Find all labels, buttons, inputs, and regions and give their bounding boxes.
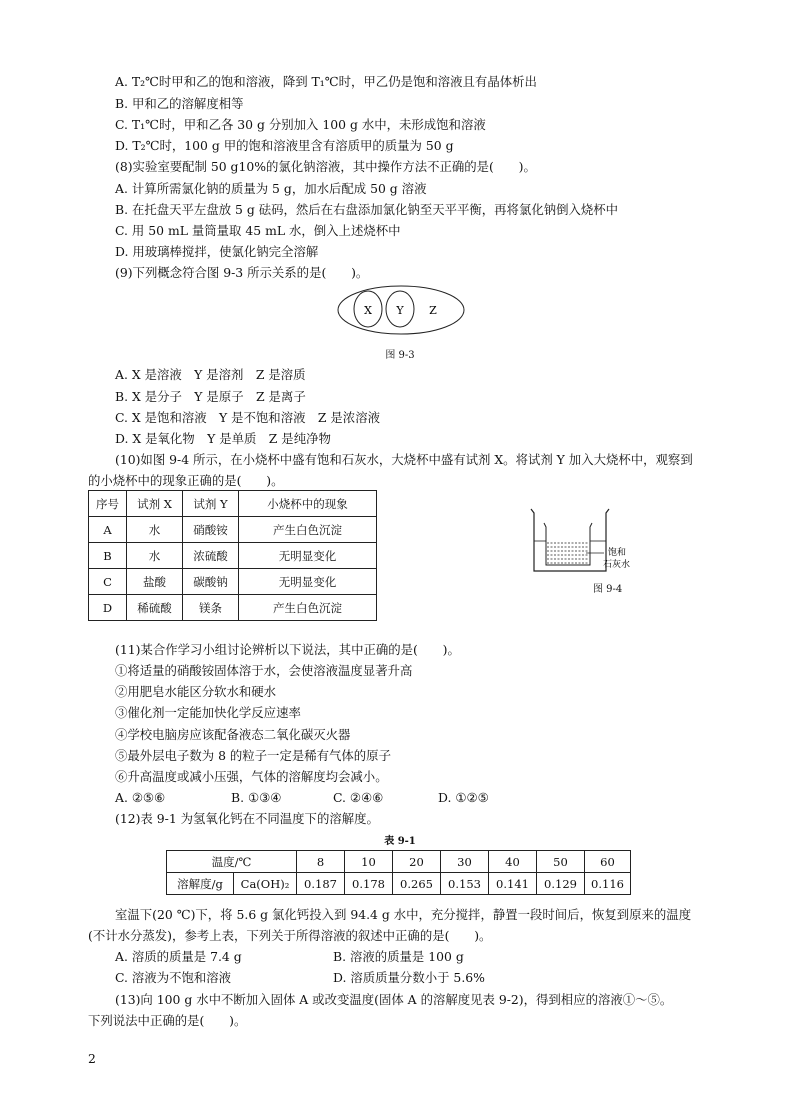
table-cell: 产生白色沉淀 bbox=[239, 517, 377, 543]
venn-label-y: Y bbox=[396, 304, 404, 317]
q7-option-b: B. 甲和乙的溶解度相等 bbox=[115, 96, 244, 111]
q11-statement-1: ①将适量的硝酸铵固体溶于水，会使溶液温度显著升高 bbox=[115, 663, 413, 678]
venn-label-x: X bbox=[364, 304, 372, 317]
solubility-value: 0.178 bbox=[345, 873, 393, 895]
q10-stem-line2: 的小烧杯中的现象正确的是( )。 bbox=[88, 473, 284, 488]
q7-option-a: A. T₂℃时甲和乙的饱和溶液，降到 T₁℃时，甲乙仍是饱和溶液且有晶体析出 bbox=[115, 74, 537, 89]
table-row bbox=[89, 569, 377, 595]
q9-option-b: B. X 是分子 Y 是原子 Z 是离子 bbox=[115, 389, 306, 404]
q13-stem-line2: 下列说法中正确的是( )。 bbox=[88, 1013, 247, 1028]
table-row bbox=[89, 543, 377, 569]
solubility-value: 0.141 bbox=[489, 873, 537, 895]
solubility-value: 0.116 bbox=[585, 873, 631, 895]
q11-option-c: C. ②④⑥ bbox=[333, 790, 384, 805]
table-cell: 稀硫酸 bbox=[127, 595, 183, 621]
solubility-label: 溶解度/g bbox=[167, 873, 234, 895]
q8-option-c: C. 用 50 mL 量筒量取 45 mL 水，倒入上述烧杯中 bbox=[115, 223, 401, 238]
q10-table bbox=[88, 490, 377, 621]
temp-cell: 30 bbox=[441, 851, 489, 873]
q11-option-b: B. ①③④ bbox=[231, 790, 282, 805]
table-cell: 无明显变化 bbox=[239, 543, 377, 569]
q11-option-d: D. ①②⑤ bbox=[438, 790, 489, 805]
q9-stem: (9)下列概念符合图 9-3 所示关系的是( )。 bbox=[115, 265, 369, 280]
q12-paragraph-line1: 室温下(20 ℃)下，将 5.6 g 氯化钙投入到 94.4 g 水中，充分搅拌，静置一段时间后，恢复到原来的温度 bbox=[115, 907, 692, 922]
solubility-value: 0.129 bbox=[537, 873, 585, 895]
q11-statement-6: ⑥升高温度或减小压强，气体的溶解度均会减小。 bbox=[115, 769, 388, 784]
q10-stem-line1: (10)如图 9-4 所示，在小烧杯中盛有饱和石灰水，大烧杯中盛有试剂 X。将试剂 Y 加入大烧杯中，观察到 bbox=[115, 452, 693, 467]
table-header-cell: 试剂 Y bbox=[183, 491, 239, 517]
q12-stem: (12)表 9-1 为氢氧化钙在不同温度下的溶解度。 bbox=[115, 811, 379, 826]
q12-option-b: B. 溶液的质量是 100 g bbox=[333, 949, 464, 964]
q12-option-d: D. 溶质质量分数小于 5.6% bbox=[333, 970, 485, 985]
temp-cell: 10 bbox=[345, 851, 393, 873]
venn-diagram-9-3 bbox=[336, 284, 466, 336]
table-row bbox=[89, 595, 377, 621]
temp-cell: 60 bbox=[585, 851, 631, 873]
q8-option-a: A. 计算所需氯化钠的质量为 5 g，加水后配成 50 g 溶液 bbox=[115, 181, 427, 196]
table-cell: 镁条 bbox=[183, 595, 239, 621]
q8-option-d: D. 用玻璃棒搅拌，使氯化钠完全溶解 bbox=[115, 244, 319, 259]
q12-paragraph-line2: (不计水分蒸发)，参考上表，下列关于所得溶液的叙述中正确的是( )。 bbox=[88, 928, 492, 943]
q9-option-a: A. X 是溶液 Y 是溶剂 Z 是溶质 bbox=[115, 367, 306, 382]
q8-stem: (8)实验室要配制 50 g10%的氯化钠溶液，其中操作方法不正确的是( )。 bbox=[115, 159, 536, 174]
figure-label-lime-water: 石灰水 bbox=[603, 560, 631, 570]
solubility-value: 0.187 bbox=[297, 873, 345, 895]
table-cell: D bbox=[89, 595, 127, 621]
q7-option-c: C. T₁℃时，甲和乙各 30 g 分别加入 100 g 水中，未形成饱和溶液 bbox=[115, 117, 486, 132]
temp-cell: 20 bbox=[393, 851, 441, 873]
temp-cell: 8 bbox=[297, 851, 345, 873]
table-cell: 水 bbox=[127, 517, 183, 543]
figure-9-4-caption: 图 9-4 bbox=[593, 584, 623, 595]
solubility-table bbox=[166, 850, 631, 895]
figure-label-saturated: 饱和 bbox=[608, 548, 627, 558]
table-cell: C bbox=[89, 569, 127, 595]
q9-option-d: D. X 是氧化物 Y 是单质 Z 是纯净物 bbox=[115, 431, 331, 446]
table-row bbox=[167, 851, 631, 873]
solubility-value: 0.265 bbox=[393, 873, 441, 895]
table-cell: 产生白色沉淀 bbox=[239, 595, 377, 621]
table-cell: 碳酸钠 bbox=[183, 569, 239, 595]
q11-statement-2: ②用肥皂水能区分软水和硬水 bbox=[115, 684, 277, 699]
table-cell: 盐酸 bbox=[127, 569, 183, 595]
table-header-cell: 小烧杯中的现象 bbox=[239, 491, 377, 517]
q12-option-a: A. 溶质的质量是 7.4 g bbox=[115, 949, 242, 964]
venn-label-z: Z bbox=[429, 304, 437, 317]
temp-header: 温度/℃ bbox=[167, 851, 297, 873]
temp-cell: 40 bbox=[489, 851, 537, 873]
q7-option-d: D. T₂℃时，100 g 甲的饱和溶液里含有溶质甲的质量为 50 g bbox=[115, 138, 454, 153]
page-number: 2 bbox=[88, 1051, 96, 1066]
solubility-value: 0.153 bbox=[441, 873, 489, 895]
q11-statement-5: ⑤最外层电子数为 8 的粒子一定是稀有气体的原子 bbox=[115, 748, 391, 763]
q11-option-a: A. ②⑤⑥ bbox=[115, 790, 166, 805]
table-row bbox=[167, 873, 631, 895]
table-row bbox=[89, 517, 377, 543]
table-9-1-caption: 表 9-1 bbox=[384, 836, 416, 847]
q11-stem: (11)某合作学习小组讨论辨析以下说法，其中正确的是( )。 bbox=[115, 642, 460, 657]
q11-statement-4: ④学校电脑房应该配备液态二氧化碳灭火器 bbox=[115, 727, 351, 742]
table-header-cell: 序号 bbox=[89, 491, 127, 517]
q8-option-b: B. 在托盘天平左盘放 5 g 砝码，然后在右盘添加氯化钠至天平平衡，再将氯化钠倒入烧杯中 bbox=[115, 202, 619, 217]
q11-statement-3: ③催化剂一定能加快化学反应速率 bbox=[115, 705, 301, 720]
q13-stem-line1: (13)向 100 g 水中不断加入固体 A 或改变温度(固体 A 的溶解度见表 9-2)，得到相应的溶液①～⑤。 bbox=[115, 992, 673, 1007]
substance-formula: Ca(OH)₂ bbox=[234, 873, 297, 895]
table-header-row bbox=[89, 491, 377, 517]
table-cell: 水 bbox=[127, 543, 183, 569]
table-header-cell: 试剂 X bbox=[127, 491, 183, 517]
figure-9-3-caption: 图 9-3 bbox=[385, 350, 415, 361]
q12-option-c: C. 溶液为不饱和溶液 bbox=[115, 970, 232, 985]
q9-option-c: C. X 是饱和溶液 Y 是不饱和溶液 Z 是浓溶液 bbox=[115, 410, 380, 425]
table-cell: B bbox=[89, 543, 127, 569]
table-cell: 硝酸铵 bbox=[183, 517, 239, 543]
beaker-figure-9-4 bbox=[528, 505, 631, 575]
table-cell: 浓硫酸 bbox=[183, 543, 239, 569]
table-cell: A bbox=[89, 517, 127, 543]
temp-cell: 50 bbox=[537, 851, 585, 873]
table-cell: 无明显变化 bbox=[239, 569, 377, 595]
